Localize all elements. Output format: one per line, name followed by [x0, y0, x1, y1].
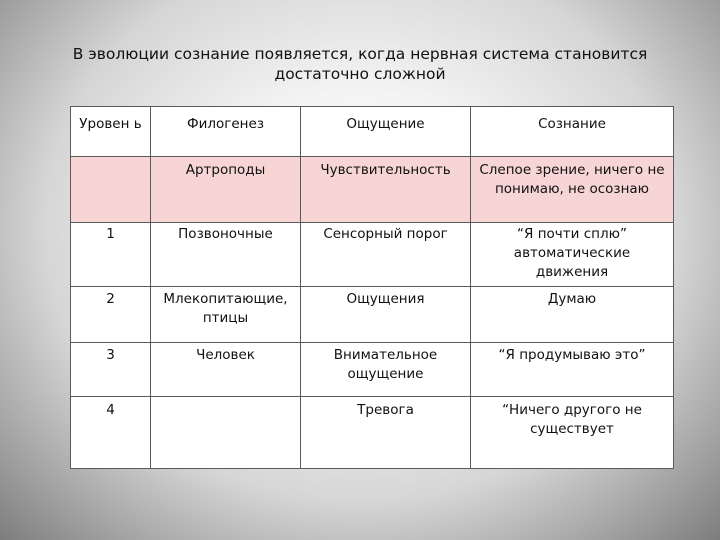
cell-level [71, 157, 151, 223]
header-level: Уровен ь [71, 107, 151, 157]
table-row [71, 287, 674, 343]
cell-level: 3 [71, 343, 151, 397]
cell-sensation: Ощущения [301, 287, 471, 343]
cell-consciousness: Думаю [471, 287, 674, 343]
cell-phylogenesis: Позвоночные [151, 223, 301, 287]
cell-consciousness: Слепое зрение, ничего не понимаю, не осознаю [471, 157, 674, 223]
cell-level: 1 [71, 223, 151, 287]
cell-sensation: Тревога [301, 397, 471, 469]
cell-consciousness: “Ничего другого не существует [471, 397, 674, 469]
slide-title-line-2: достаточно сложной [274, 65, 446, 83]
table-row [71, 157, 674, 223]
cell-level: 4 [71, 397, 151, 469]
table-header-row [71, 107, 674, 157]
table-row [71, 397, 674, 469]
cell-phylogenesis [151, 397, 301, 469]
header-sensation: Ощущение [301, 107, 471, 157]
cell-phylogenesis: Млекопитающие, птицы [151, 287, 301, 343]
cell-sensation: Чувствительность [301, 157, 471, 223]
header-phylogenesis: Филогенез [151, 107, 301, 157]
evolution-table [70, 106, 674, 469]
cell-level: 2 [71, 287, 151, 343]
cell-consciousness: “Я почти сплю” автоматические движения [471, 223, 674, 287]
table-row [71, 343, 674, 397]
cell-sensation: Сенсорный порог [301, 223, 471, 287]
cell-sensation: Внимательное ощущение [301, 343, 471, 397]
cell-phylogenesis: Артроподы [151, 157, 301, 223]
cell-phylogenesis: Человек [151, 343, 301, 397]
cell-consciousness: “Я продумываю это” [471, 343, 674, 397]
table-row [71, 223, 674, 287]
slide-title-line-1: В эволюции сознание появляется, когда нервная система становится [72, 45, 648, 63]
header-consciousness: Сознание [471, 107, 674, 157]
slide-title [30, 44, 690, 84]
